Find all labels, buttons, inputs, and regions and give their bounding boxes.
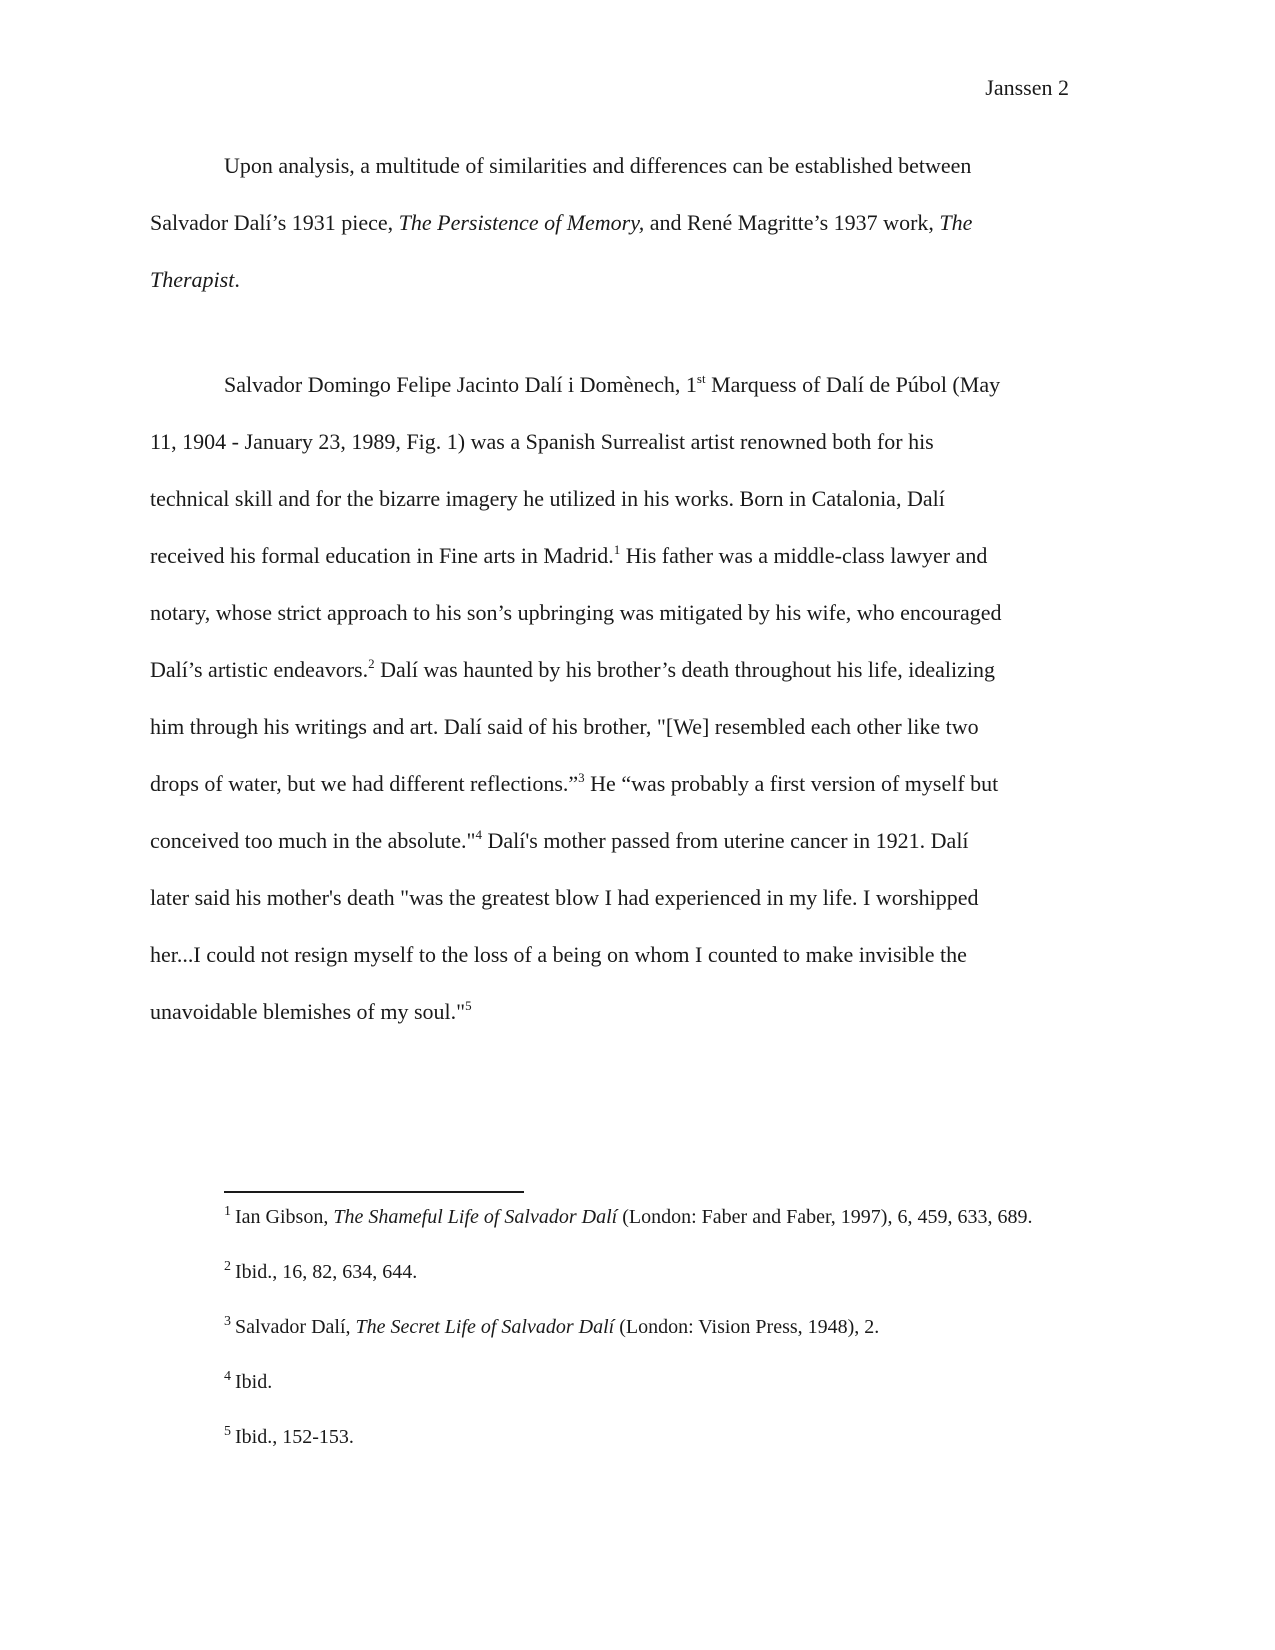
- text-line: 11, 1904 - January 23, 1989, Fig. 1) was a Spanish Surrealist artist renowned both for his: [150, 429, 934, 454]
- artwork-title: The: [939, 210, 973, 235]
- text-line: conceived too much in the absolute."$^4$ Dalí's mother passed from uterine cancer in 1921. Dalí: [150, 827, 969, 853]
- running-head: Janssen 2: [985, 75, 1069, 100]
- footnote-number: 3: [224, 1314, 231, 1329]
- book-title: The Shameful Life of Salvador Dalí: [333, 1206, 618, 1228]
- text-line: received his formal education in Fine arts in Madrid.$^1$ His father was a middle-class lawyer and: [150, 542, 988, 568]
- text-line: her...I could not resign myself to the loss of a being on whom I counted to make invisible the: [150, 942, 967, 967]
- text-line: Salvador Domingo Felipe Jacinto Dalí i Domènech, 1st Marquess of Dalí de Púbol (May: [224, 371, 1001, 397]
- paragraph-intro: [150, 137, 1120, 308]
- footnote-4: $^4$ Ibid.: [224, 1369, 273, 1393]
- text-line: Salvador Dalí’s 1931 piece, The Persistence of Memory, and René Magritte’s 1937 work, The: [150, 210, 973, 235]
- footnote-ref: 4: [475, 827, 482, 842]
- book-title: The Secret Life of Salvador Dalí: [355, 1316, 615, 1338]
- footnote-2: $^2$ Ibid., 16, 82, 634, 644.: [224, 1259, 418, 1283]
- text-line: technical skill and for the bizarre imagery he utilized in his works. Born in Catalonia, Dalí: [150, 486, 945, 511]
- artwork-title: The Persistence of Memory,: [398, 210, 645, 235]
- text-line: notary, whose strict approach to his son’s upbringing was mitigated by his wife, who encouraged: [150, 600, 1002, 625]
- text-line: unavoidable blemishes of my soul."$^5$: [150, 998, 472, 1024]
- text-line: later said his mother's death "was the greatest blow I had experienced in my life. I worshipped: [150, 885, 979, 910]
- footnote-ref: 2: [368, 656, 375, 671]
- text-line: him through his writings and art. Dalí said of his brother, "[We] resembled each other like two: [150, 714, 979, 739]
- footnote-1: $^1$ Ian Gibson, The Shameful Life of Salvador Dalí (London: Faber and Faber, 1997), 6, 459, 633, 689.: [224, 1204, 1033, 1228]
- text-line: Upon analysis, a multitude of similarities and differences can be established between: [224, 153, 972, 178]
- text-line: Dalí’s artistic endeavors.$^2$ Dalí was haunted by his brother’s death throughout his life, idealizing: [150, 656, 995, 682]
- text-line: Therapist.: [150, 267, 240, 292]
- footnote-ref: 5: [465, 998, 472, 1013]
- artwork-title: Therapist: [150, 267, 235, 292]
- footnote-number: 5: [224, 1424, 231, 1439]
- footnote-number: 2: [224, 1259, 231, 1274]
- footnote-5: $^5$ Ibid., 152-153.: [224, 1424, 354, 1448]
- paragraph-biography: [150, 356, 1120, 1040]
- footnote-number: 1: [224, 1204, 231, 1219]
- footnote-ref: 3: [578, 770, 585, 785]
- footnote-3: $^3$ Salvador Dalí, The Secret Life of Salvador Dalí (London: Vision Press, 1948), 2.: [224, 1314, 880, 1338]
- footnote-number: 4: [224, 1369, 231, 1384]
- text-line: drops of water, but we had different reflections.”$^3$ He “was probably a first version of myself but: [150, 770, 999, 796]
- footnote-ref: 1: [613, 542, 621, 557]
- footnote-separator: [224, 1191, 524, 1193]
